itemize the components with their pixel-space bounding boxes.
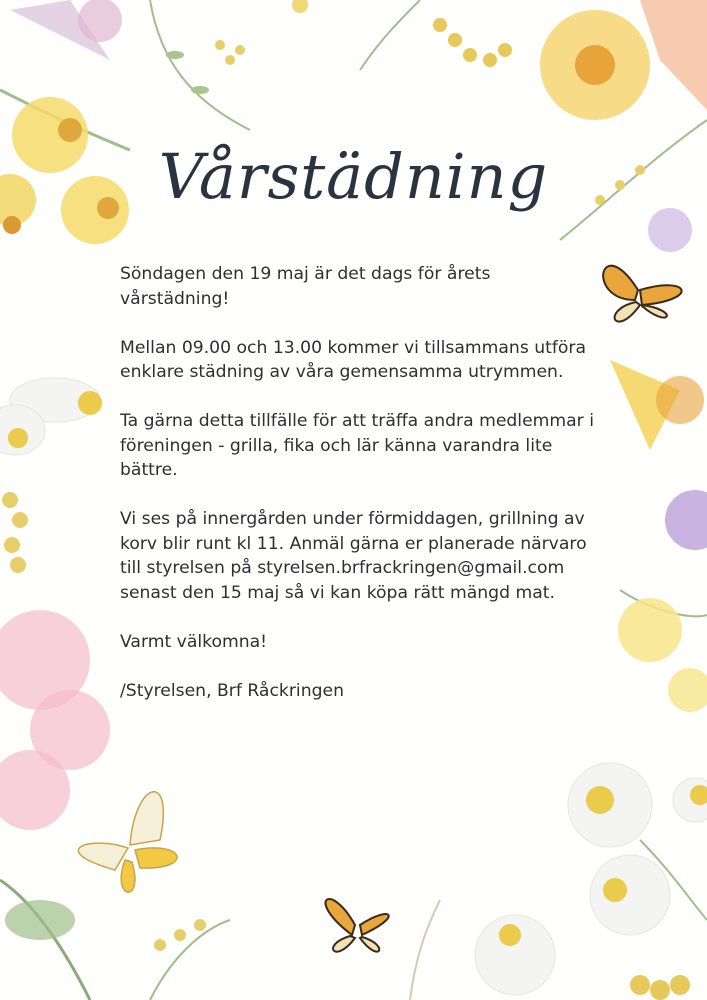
paragraph-welcome: Varmt välkomna! (120, 631, 268, 652)
daisy-icon (475, 763, 707, 1000)
butterfly-icon (78, 792, 177, 892)
butterfly-icon (603, 266, 681, 322)
paragraph-time: Mellan 09.00 och 13.00 kommer vi tillsammans utföra enklare städning av våra gemensamma utrymmen. (120, 337, 587, 382)
wildflower-icon (610, 360, 707, 712)
paragraph-details: Vi ses på innergården under förmiddagen, grillning av korv blir runt kl 11. Anmäl gärna er planerade närvaro till styrelsen på styrelsen.brfrackringen@gmail.com senast den 15 maj så vi kan köpa rätt mängd mat. (120, 509, 587, 603)
page-title: Vårstädning (158, 140, 549, 213)
signature: /Styrelsen, Brf Råckringen (120, 680, 344, 701)
wildflower-icon (540, 0, 707, 252)
invitation-body (120, 262, 600, 728)
leaf-sprig-icon (150, 900, 440, 1000)
paragraph-date: Söndagen den 19 maj är det dags för årets vårstädning! (120, 264, 491, 309)
yarrow-icon (292, 0, 512, 70)
yarrow-icon (0, 610, 110, 1000)
paragraph-socialize: Ta gärna detta tillfälle för att träffa andra medlemmar i föreningen - grilla, fika och lär känna varandra lite bättre. (120, 411, 594, 480)
butterfly-icon (326, 899, 389, 952)
leaf-sprig-icon (150, 0, 250, 130)
daisy-icon (0, 378, 102, 573)
